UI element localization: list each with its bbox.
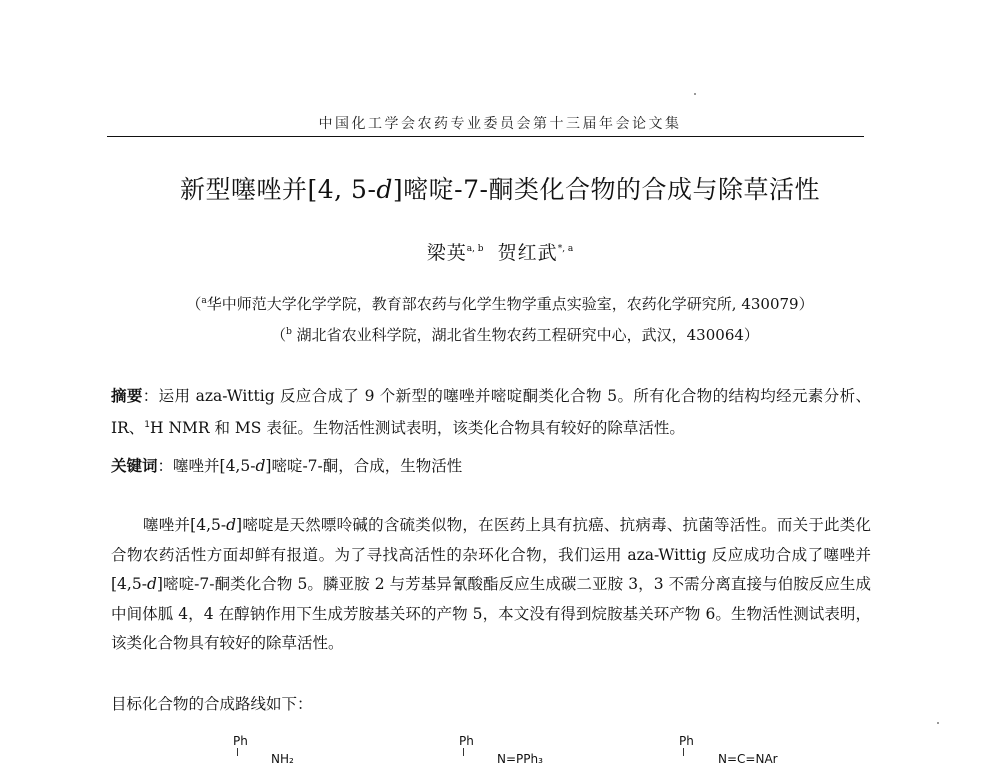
author-2: 贺红武 <box>497 242 558 264</box>
scheme-compound-2-group: N=PPh₃ <box>497 752 543 766</box>
title-italic: d <box>376 175 393 204</box>
keywords <box>111 451 871 481</box>
scheme-compound-1-group: NH₂ <box>271 752 294 766</box>
header-rule <box>107 136 864 137</box>
proceedings-header: 中国化工学会农药专业委员会第十三届年会论文集 <box>318 116 682 132</box>
affiliation-a: （$^a$华中师范大学化学学院，教育部农药与化学生物学重点实验室，农药化学研究所, 430079） <box>186 295 814 313</box>
body-text-c: ]嘧啶-7-酮类化合物 5。膦亚胺 2 与芳基异氰酸酯反应生成碳二亚胺 3，3 不需分离直接与伯胺反应生成中间体胍 4，4 在醇钠作用下生成芳胺基关环的产物 5，本文没有得到烷胺基关环产物 6。生物活性测试表明，该类化合物具有较好的除草活性。 <box>111 575 871 652</box>
title-prefix: 新型噻唑并[4, 5- <box>180 175 377 204</box>
affiliation-b-mark: b <box>286 327 292 337</box>
abstract-text-2: H NMR 和 MS 表征。生物活性测试表明，该类化合物具有较好的除草活性。 <box>150 419 685 438</box>
abstract-label: 摘要 <box>111 386 143 405</box>
keywords-italic: d <box>255 457 266 475</box>
author-1-affiliation-mark: a, b <box>466 244 484 254</box>
author-line <box>0 238 1000 265</box>
scheme-bond-2 <box>463 748 464 756</box>
affiliation-b-text: 湖北省农业科学院，湖北省生物农药工程研究中心，武汉，430064） <box>296 326 759 344</box>
abstract-text-1: ：运用 aza-Wittig 反应合成了 9 个新型的噻唑并嘧啶酮类化合物 5。所有化合物的结构均经元素分析、IR、 <box>111 387 871 438</box>
scheme-compound-3-group: N=C=NAr <box>718 752 778 766</box>
paper-title <box>0 170 1000 206</box>
scheme-bond-3 <box>683 748 684 756</box>
affiliation-b: （$^b$ 湖北省农业科学院，湖北省生物农药工程研究中心，武汉，430064） <box>271 326 759 344</box>
affiliation-a-mark: a <box>201 296 207 306</box>
body-italic-1: d <box>226 516 237 534</box>
scheme-compound-3-ph: Ph <box>679 734 694 748</box>
body-text-a: 噻唑并[4,5- <box>143 516 227 534</box>
body-paragraph <box>111 511 871 659</box>
scheme-bond-1 <box>237 748 238 756</box>
author-2-affiliation-mark: *, a <box>557 244 574 254</box>
title-suffix: ]嘧啶-7-酮类化合物的合成与除草活性 <box>392 175 820 204</box>
author-1: 梁英 <box>426 242 467 264</box>
scan-speck <box>937 722 939 724</box>
scan-speck <box>694 93 696 95</box>
keywords-text-2: ]嘧啶-7-酮，合成，生物活性 <box>265 457 463 475</box>
keywords-text-1: ：噻唑并[4,5- <box>157 457 256 475</box>
scheme-compound-1-ph: Ph <box>233 734 248 748</box>
affiliation-a-text: 华中师范大学化学学院，教育部农药与化学生物学重点实验室，农药化学研究所, 430079） <box>206 295 814 313</box>
abstract-superscript: 1 <box>144 420 151 430</box>
keywords-label: 关键词 <box>111 456 158 475</box>
scheme-intro: 目标化合物的合成路线如下： <box>111 695 313 713</box>
scheme-compound-2-ph: Ph <box>459 734 474 748</box>
abstract <box>111 381 871 443</box>
body-italic-2: d <box>146 575 157 593</box>
body-text-b: ]嘧啶是天然嘌呤碱的含硫类似物，在医药上具有抗癌、抗病毒、抗菌等活性。而关于此类化合物农药活性方面却鲜有报道。为了寻找高活性的杂环化合物，我们运用 aza-Wittig 反应成功合成了噻唑并[4,5- <box>111 516 871 593</box>
